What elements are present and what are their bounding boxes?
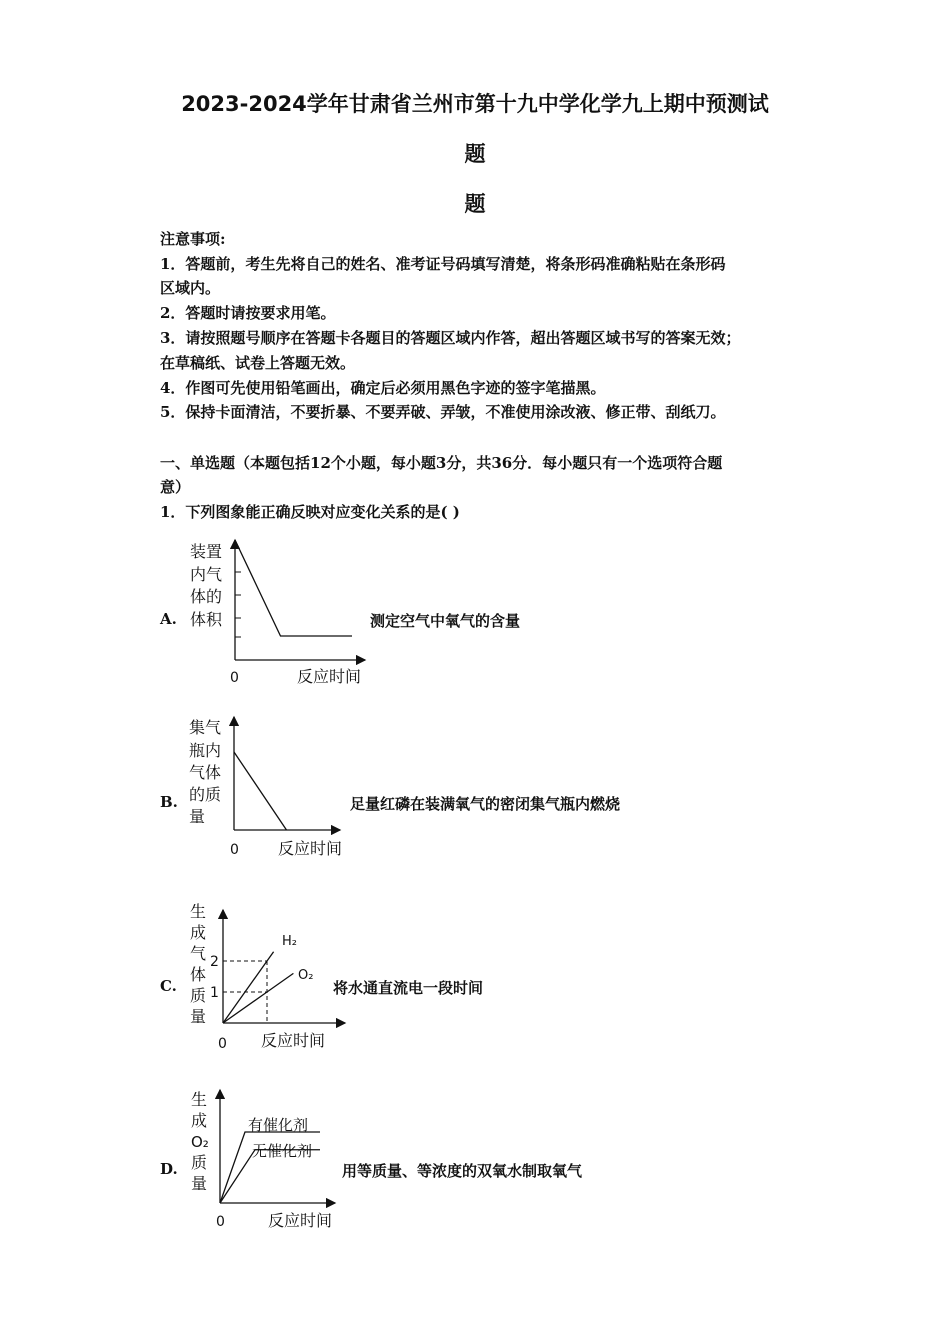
- chart-d-ylabel: O₂: [191, 1133, 209, 1151]
- chart-d-catalyst-label: 有催化剂: [248, 1116, 309, 1134]
- chart-d-ylabel: 成: [191, 1111, 208, 1130]
- option-b-label: B.: [160, 793, 178, 811]
- chart-c-origin: 0: [218, 1036, 227, 1052]
- notice-item: 3．请按照题号顺序在答题卡各题目的答题区域内作答，超出答题区域书写的答案无效；: [160, 329, 741, 347]
- option-b-desc: 足量红磷在装满氧气的密闭集气瓶内燃烧: [350, 795, 621, 813]
- chart-d-xlabel: 反应时间: [268, 1211, 333, 1230]
- option-d-label: D.: [160, 1160, 178, 1178]
- option-a-label: A.: [160, 610, 177, 628]
- chart-c-ylabel: 体: [190, 965, 207, 984]
- option-c-label: C.: [160, 977, 177, 995]
- notice-heading: 注意事项:: [160, 230, 226, 248]
- option-d-desc: 用等质量、等浓度的双氧水制取氧气: [342, 1162, 583, 1180]
- chart-b-origin: 0: [230, 842, 239, 858]
- notice-item: 区域内。: [160, 279, 221, 297]
- chart-a: [180, 535, 380, 695]
- chart-b-ylabel: 集气: [189, 718, 222, 737]
- option-c-desc: 将水通直流电一段时间: [333, 979, 484, 997]
- chart-c-tick-1: 1: [210, 985, 219, 1001]
- chart-b-ylabel: 量: [189, 807, 206, 826]
- page-title-line1: 2023-2024学年甘肃省兰州市第十九中学化学九上期中预测试: [181, 92, 769, 116]
- notice-item: 在草稿纸、试卷上答题无效。: [160, 354, 356, 372]
- chart-c-series-h2: [223, 952, 274, 1023]
- section-heading-line1: 一、单选题（本题包括12个小题，每小题3分，共36分．每小题只有一个选项符合题: [160, 454, 723, 472]
- chart-c-o2-label: O₂: [298, 968, 314, 983]
- chart-d-ylabel: 质: [191, 1153, 208, 1172]
- chart-a-ylabel: 装置: [190, 542, 223, 561]
- page-title-line2: 题: [464, 142, 486, 166]
- notice-item: 4．作图可先使用铅笔画出，确定后必须用黑色字迹的签字笔描黑。: [160, 379, 606, 397]
- chart-a-ylabel: 体的: [190, 587, 223, 606]
- chart-a-origin: 0: [230, 670, 239, 686]
- page-title-line3: 题: [464, 192, 486, 216]
- chart-a-xlabel: 反应时间: [297, 667, 362, 686]
- notice-item: 1．答题前，考生先将自己的姓名、准考证号码填写清楚，将条形码准确粘贴在条形码: [160, 255, 726, 273]
- chart-d-ylabel: 量: [191, 1174, 208, 1193]
- notice-item: 2．答题时请按要求用笔。: [160, 304, 336, 322]
- chart-b-xlabel: 反应时间: [278, 839, 343, 858]
- chart-a-ylabel: 体积: [190, 610, 223, 629]
- chart-d-no-catalyst-label: 无催化剂: [252, 1142, 313, 1160]
- chart-b-ylabel: 气体: [189, 763, 222, 782]
- chart-c-ylabel: 量: [190, 1007, 207, 1026]
- chart-c-h2-label: H₂: [282, 934, 297, 949]
- chart-c-ylabel: 成: [190, 923, 207, 942]
- chart-c-tick-2: 2: [210, 954, 219, 970]
- chart-c-series-o2: [223, 973, 293, 1023]
- chart-c: [180, 895, 380, 1055]
- chart-b-series-line: [234, 752, 287, 830]
- chart-c-xlabel: 反应时间: [261, 1031, 326, 1050]
- chart-c-ylabel: 气: [190, 944, 207, 963]
- notice-item: 5．保持卡面清洁，不要折暴、不要弄破、弄皱，不准使用涂改液、修正带、刮纸刀。: [160, 403, 726, 421]
- question-stem: 1．下列图象能正确反映对应变化关系的是( ): [160, 503, 460, 521]
- chart-c-ylabel: 生: [190, 902, 207, 921]
- chart-a-ylabel: 内气: [190, 565, 223, 584]
- chart-b-ylabel: 瓶内: [189, 741, 222, 760]
- chart-d-ylabel: 生: [191, 1090, 208, 1109]
- option-a-desc: 测定空气中氧气的含量: [370, 612, 521, 630]
- chart-b: [180, 712, 380, 862]
- section-heading-line2: 意）: [160, 478, 191, 496]
- chart-a-series-line: [235, 540, 352, 636]
- chart-d-origin: 0: [216, 1214, 225, 1230]
- chart-b-ylabel: 的质: [189, 785, 222, 804]
- chart-c-ylabel: 质: [190, 986, 207, 1005]
